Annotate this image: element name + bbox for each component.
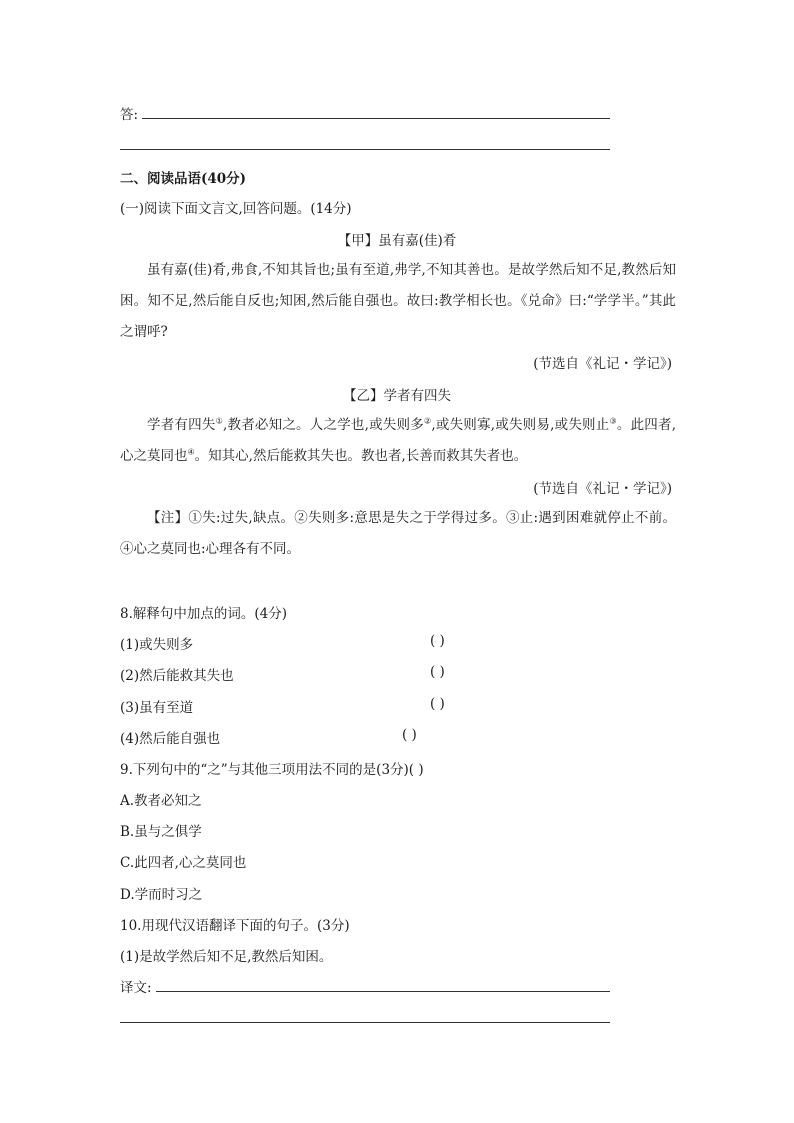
q8-item-3: (3)虽有至道 (120, 700, 194, 716)
passage-a-text: 虽有嘉(佳)肴,弗食,不知其旨也;虽有至道,弗学,不知其善也。是故学然后知不足,教然后知困。知不足,然后能自反也;知困,然后能自强也。故曰:教学相长也。《兑命》曰:“学学半。”其此之谓呼? (120, 262, 676, 340)
notes-text: 【注】①失:过失,缺点。②失则多:意思是失之于学得过多。③止:遇到困难就停止不前。④心之莫同也:心理各有不同。 (120, 510, 676, 557)
q8-item-2: (2)然后能救其失也 (120, 668, 234, 684)
answer-label: 答: (120, 107, 139, 123)
translation-label: 译文: (120, 980, 152, 996)
passage-a-title: 【甲】虽有嘉(佳)肴 (337, 233, 457, 249)
passage-b-source: (节选自《礼记・学记》) (533, 481, 672, 497)
q9-option-b[interactable]: B.虽与之俱学 (120, 824, 202, 840)
passage-a-source: (节选自《礼记・学记》) (533, 356, 672, 372)
q8-title: 8.解释句中加点的词。(4分) (120, 606, 288, 622)
passage-b-text: 学者有四失①,教者必知之。人之学也,或失则多②,或失则寡,或失则易,或失则止③。此四者,心之莫同也④。知其心,然后能救其失也。教也者,长善而救其失者也。 (120, 416, 677, 464)
q8-answer-1[interactable]: ( ) (430, 633, 445, 649)
answer-line-2[interactable] (120, 149, 610, 150)
section-title: 二、阅读品语(40分) (120, 171, 247, 187)
q9-option-d[interactable]: D.学而时习之 (120, 887, 203, 903)
passage-b-title: 【乙】学者有四失 (343, 388, 451, 404)
q9-option-a[interactable]: A.教者必知之 (120, 793, 202, 809)
q8-item-1: (1)或失则多 (120, 637, 194, 653)
q8-answer-3[interactable]: ( ) (430, 696, 445, 712)
q8-answer-2[interactable]: ( ) (430, 664, 445, 680)
q9-title: 9.下列句中的“之”与其他三项用法不同的是(3分)( ) (120, 762, 424, 778)
q8-item-4: (4)然后能自强也 (120, 731, 221, 747)
q10-item-1: (1)是故学然后知不足,教然后知困。 (120, 949, 333, 965)
answer-line-1[interactable] (142, 118, 610, 119)
translation-line-2[interactable] (120, 1022, 610, 1023)
translation-line-1[interactable] (156, 991, 610, 992)
q9-option-c[interactable]: C.此四者,心之莫同也 (120, 855, 247, 871)
q10-title: 10.用现代汉语翻译下面的句子。(3分) (120, 918, 350, 934)
subsection-intro: (一)阅读下面文言文,回答问题。(14分) (120, 201, 352, 217)
q8-answer-4[interactable]: ( ) (402, 727, 417, 743)
